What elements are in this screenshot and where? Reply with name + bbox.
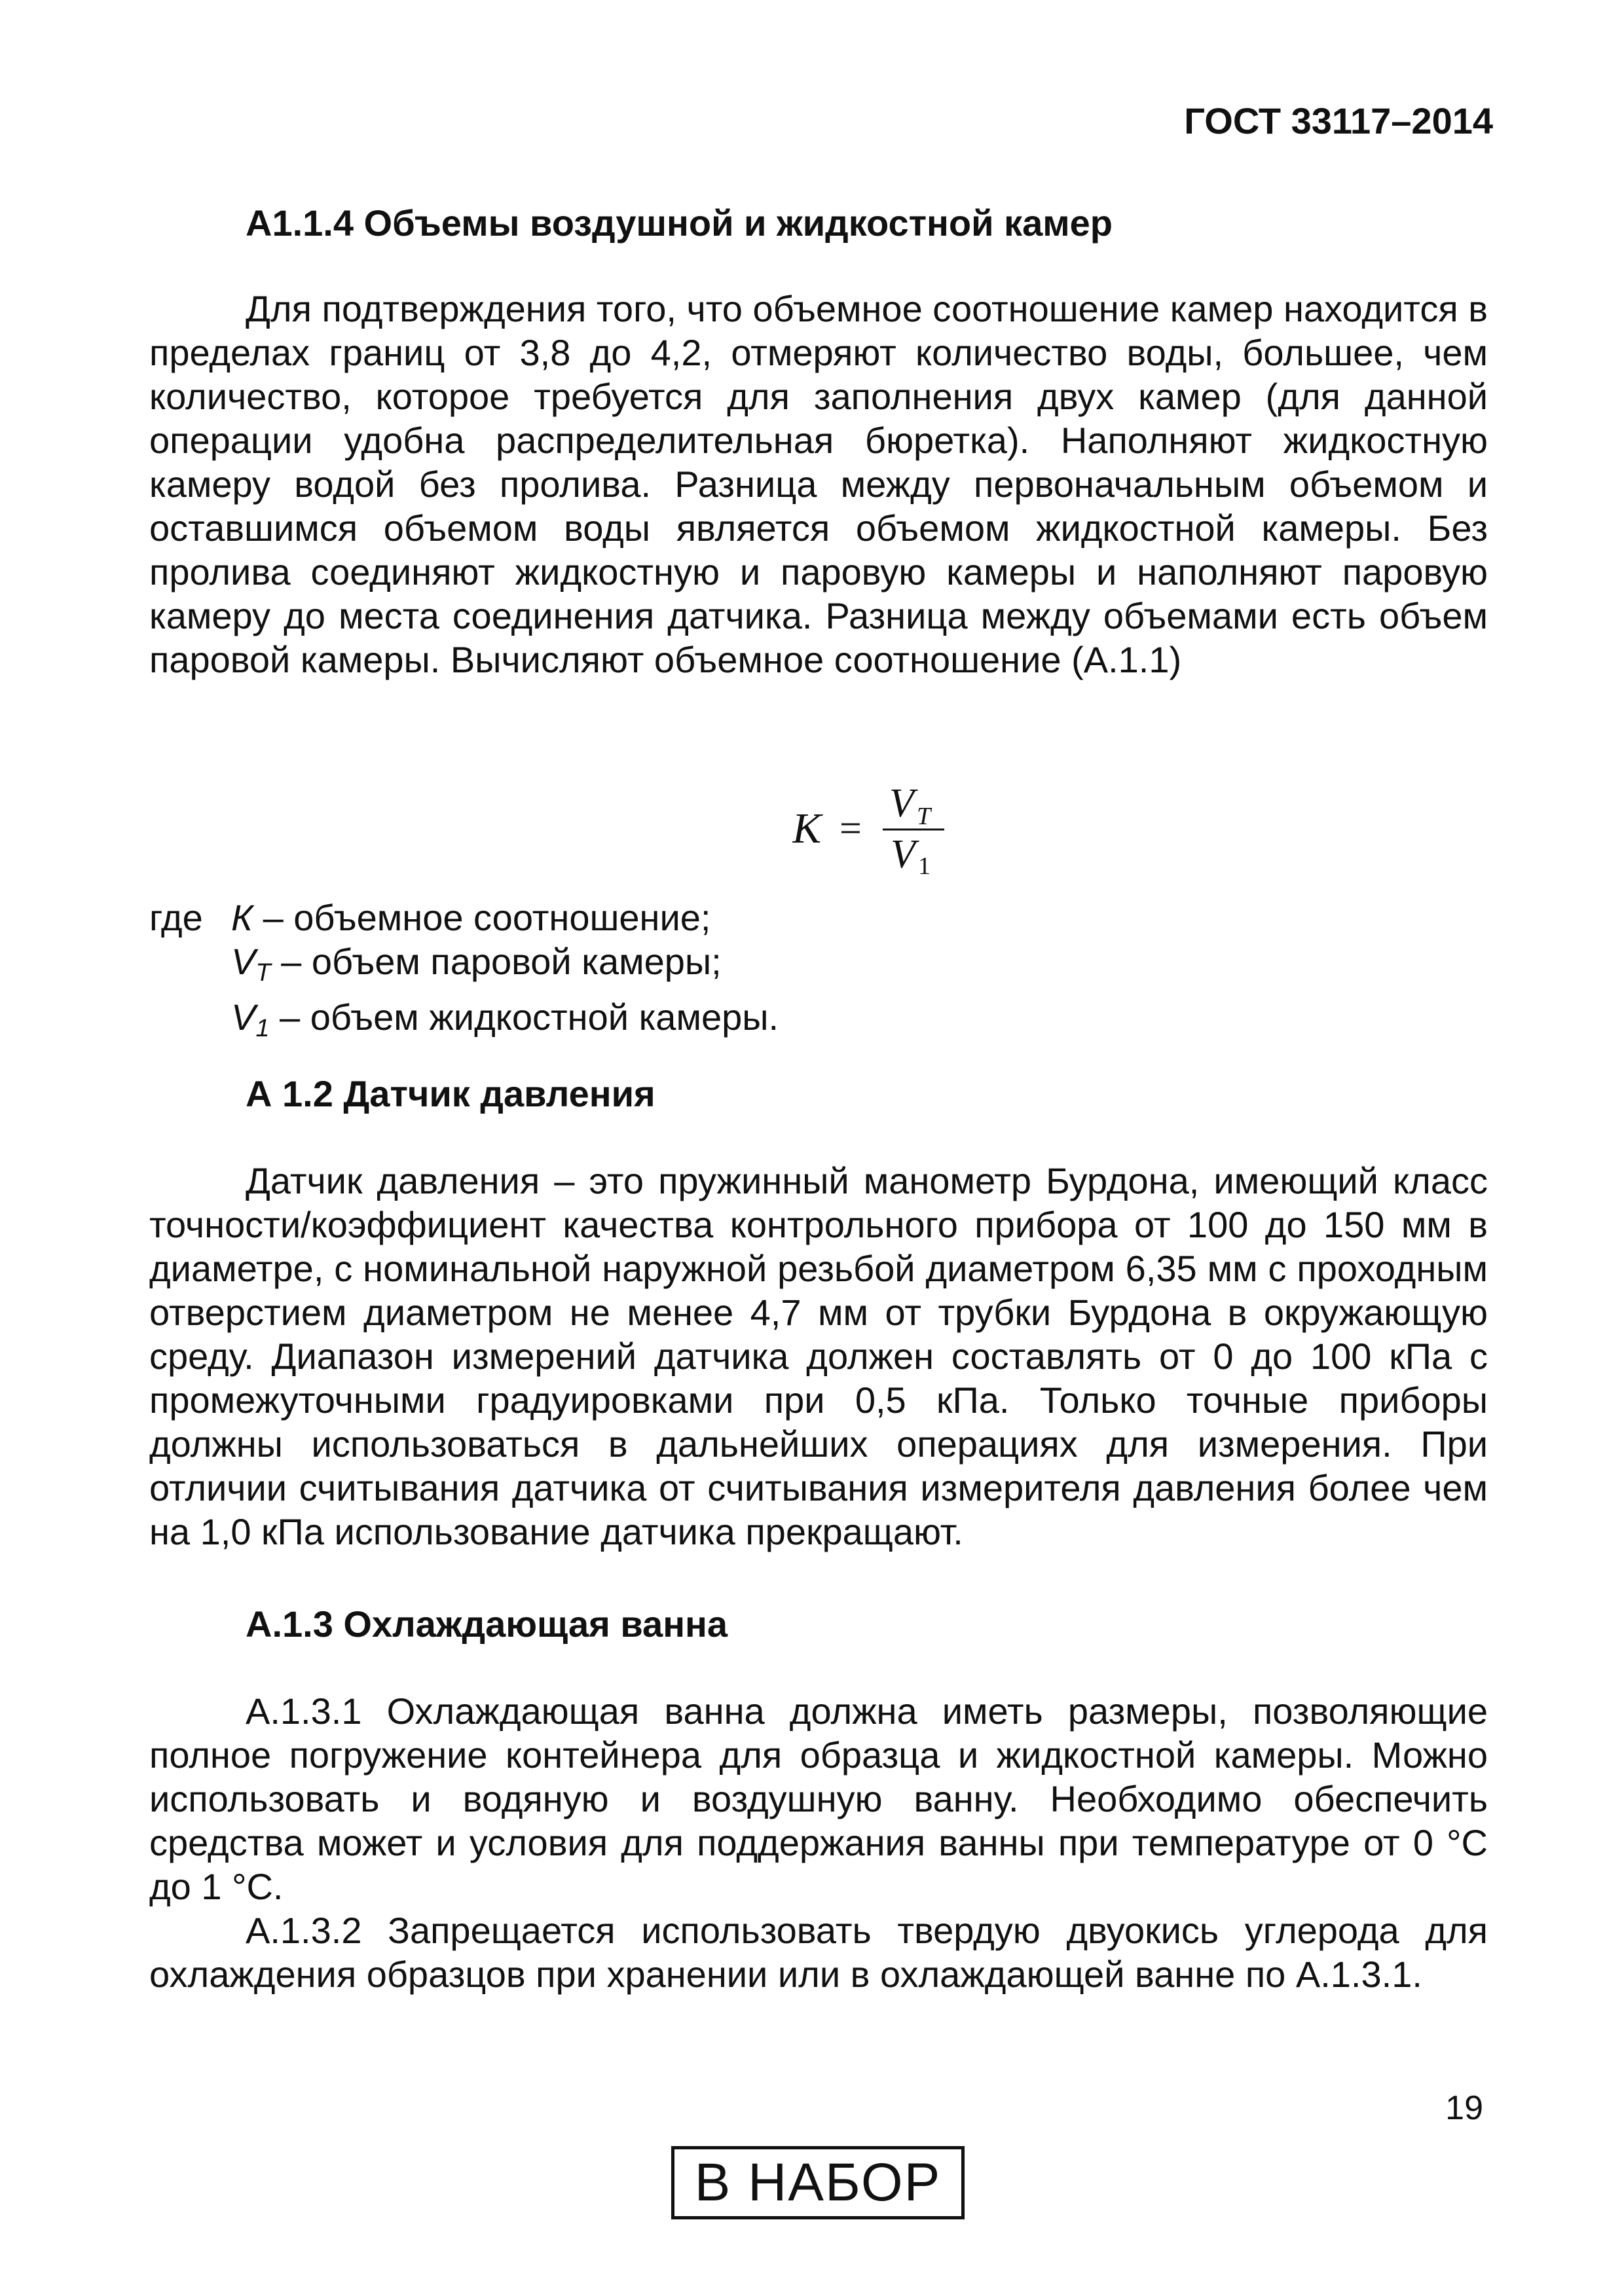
where-symbol: V <box>231 941 256 982</box>
where-subscript: 1 <box>255 1015 270 1042</box>
where-text: – объем паровой камеры; <box>270 941 722 982</box>
where-row-vt <box>149 939 779 995</box>
where-text: – объемное соотношение; <box>253 897 711 938</box>
formula-equals: = <box>840 807 862 850</box>
stamp-box: В НАБОР <box>671 2146 965 2219</box>
formula-volume-ratio <box>792 776 950 887</box>
where-lead: где <box>149 897 203 938</box>
paragraph-a132: А.1.3.2 Запрещается использовать твердую двуокись углерода для охлаждения образцов при хранении или в охлаждающей ванне по А.1.3.1. <box>149 1910 1488 1995</box>
standard-designation: ГОСТ 33117–2014 <box>1184 100 1493 141</box>
where-symbol: К <box>231 897 253 938</box>
where-definitions <box>149 896 779 1051</box>
formula-lhs: K <box>792 805 822 852</box>
page-number: 19 <box>1445 2089 1483 2127</box>
where-text: – объем жидкостной камеры. <box>269 996 779 1038</box>
where-row-k <box>149 896 779 939</box>
paragraph-a12: Датчик давления – это пружинный манометр Бурдона, имеющий класс точности/коэффициент качества контрольного прибора от 100 до 150 мм в диаметре, с номинальной наружной резьбой диаметром 6,35 мм с проходным отверстием диаметром не менее 4,7 мм от трубки Бурдона в окружающую среду. Диапазон измерений датчика должен составлять от 0 до 100 кПа с промежуточными градуировками при 0,5 кПа. Только точные приборы должны использоваться в дальнейших операциях для измерения. При отличии считывания датчика от считывания измерителя давления более чем на 1,0 кПа использование датчика прекращают. <box>149 1160 1488 1552</box>
where-subscript: T <box>255 959 271 987</box>
where-row-v1 <box>149 995 779 1051</box>
formula-denominator-sub: 1 <box>918 852 931 880</box>
paragraph-a131: А.1.3.1 Охлаждающая ванна должна иметь размеры, позволяющие полное погружение контейнера для образца и жидкостной камеры. Можно использовать и водяную и воздушную ванну. Необходимо обеспечить средства может и условия для поддержания ванны при температуре от 0 °С до 1 °С. <box>149 1690 1488 1907</box>
where-symbol: V <box>231 996 256 1038</box>
section-title-a12: А 1.2 Датчик давления <box>246 1073 655 1114</box>
paragraph-a114: Для подтверждения того, что объемное соотношение камер находится в пределах границ от 3,8 до 4,2, отмеряют количество воды, большее, чем количество, которое требуется для заполнения двух камер (для данной операции удобна распределительная бюретка). Наполняют жидкостную камеру водой без пролива. Разница между первоначальным объемом и оставшимся объемом воды является объемом жидкостной камеры. Без пролива соединяют жидкостную и паровую камеры и наполняют паровую камеру до места соединения датчика. Разница между объемами есть объем паровой камеры. Вычисляют объемное соотношение (А.1.1) <box>149 288 1488 680</box>
formula-numerator-var: V <box>889 781 914 826</box>
formula-numerator-sub: T <box>917 803 931 830</box>
section-title-a114: А1.1.4 Объемы воздушной и жидкостной камер <box>246 202 1113 244</box>
formula-denominator-var: V <box>891 832 915 877</box>
section-title-a13: А.1.3 Охлаждающая ванна <box>246 1603 728 1645</box>
